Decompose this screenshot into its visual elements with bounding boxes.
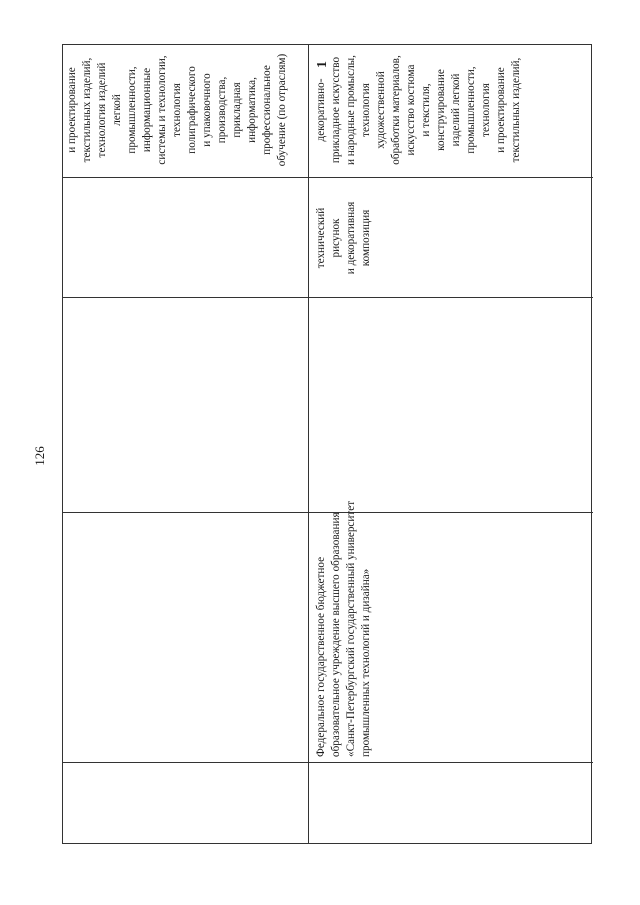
rotated-table-container xyxy=(62,44,592,844)
row2-directions-line: декоративно- xyxy=(315,78,327,142)
row2-directions-line: технология xyxy=(480,83,492,137)
row2-directions-line: прикладное искусство xyxy=(330,56,342,164)
column-divider-2 xyxy=(63,512,593,513)
row2-marker: 1 xyxy=(315,61,330,68)
row1-directions-line: обучение (по отраслям) xyxy=(276,53,288,167)
row1-directions-line: полиграфического xyxy=(186,66,198,154)
row2-subjects-cell xyxy=(314,180,374,296)
row1-directions-line: текстильных изделий, xyxy=(81,57,93,163)
page-number: 126 xyxy=(32,446,47,466)
column-divider-3 xyxy=(63,297,593,298)
row2-directions-line: и текстиля, xyxy=(420,83,432,137)
row2-subjects-line: рисунок xyxy=(330,218,342,258)
row1-directions-line: технология xyxy=(171,83,183,137)
row1-directions-cell xyxy=(65,45,290,175)
row1-directions-line: системы и технологии, xyxy=(156,55,168,165)
row2-university-cell xyxy=(314,500,374,757)
table xyxy=(62,44,592,844)
row2-directions-cell xyxy=(314,45,524,175)
row2-university-line: «Санкт-Петербургский государственный университет xyxy=(345,500,357,757)
row2-subjects-line: композиция xyxy=(360,209,372,267)
row-divider xyxy=(308,45,309,843)
row1-directions-line: и проектирование xyxy=(66,67,78,153)
row2-directions-line: и народные промыслы, xyxy=(345,55,357,165)
row2-directions-line: технология xyxy=(360,83,372,137)
row2-directions-line: искусство костюма xyxy=(405,64,417,156)
row1-directions-line: профессиональное xyxy=(261,65,273,155)
column-divider-1 xyxy=(63,762,593,763)
row2-directions-line: промышленности, xyxy=(465,66,477,154)
row2-directions-line: обработки материалов, xyxy=(390,55,402,165)
row2-directions-line: и проектирование xyxy=(495,67,507,153)
row2-directions-line: конструирование xyxy=(435,69,447,151)
row2-university-line: Федеральное государственное бюджетное xyxy=(315,556,327,757)
row1-directions-line: легкой xyxy=(111,94,123,126)
column-divider-4 xyxy=(63,177,593,178)
row1-directions-line: и упаковочного xyxy=(201,73,213,147)
row2-university-line: образовательное учреждение высшего образования xyxy=(330,512,342,757)
row2-directions-line: изделий легкой xyxy=(450,73,462,147)
row2-subjects-line: технический xyxy=(315,207,327,269)
row2-university-line: промышленных технологий и дизайна» xyxy=(360,568,372,757)
row2-directions-line: художественной xyxy=(375,71,387,149)
row2-subjects-line: и декоративная xyxy=(345,201,357,275)
row1-directions-line: информационные xyxy=(141,67,153,153)
row2-directions-line: текстильных изделий, xyxy=(510,57,522,163)
row1-directions-line: информатика, xyxy=(246,77,258,143)
row1-directions-line: прикладная xyxy=(231,82,243,138)
row1-directions-line: технология изделий xyxy=(96,62,108,158)
row1-directions-line: промышленности, xyxy=(126,66,138,154)
row1-directions-line: производства, xyxy=(216,76,228,144)
